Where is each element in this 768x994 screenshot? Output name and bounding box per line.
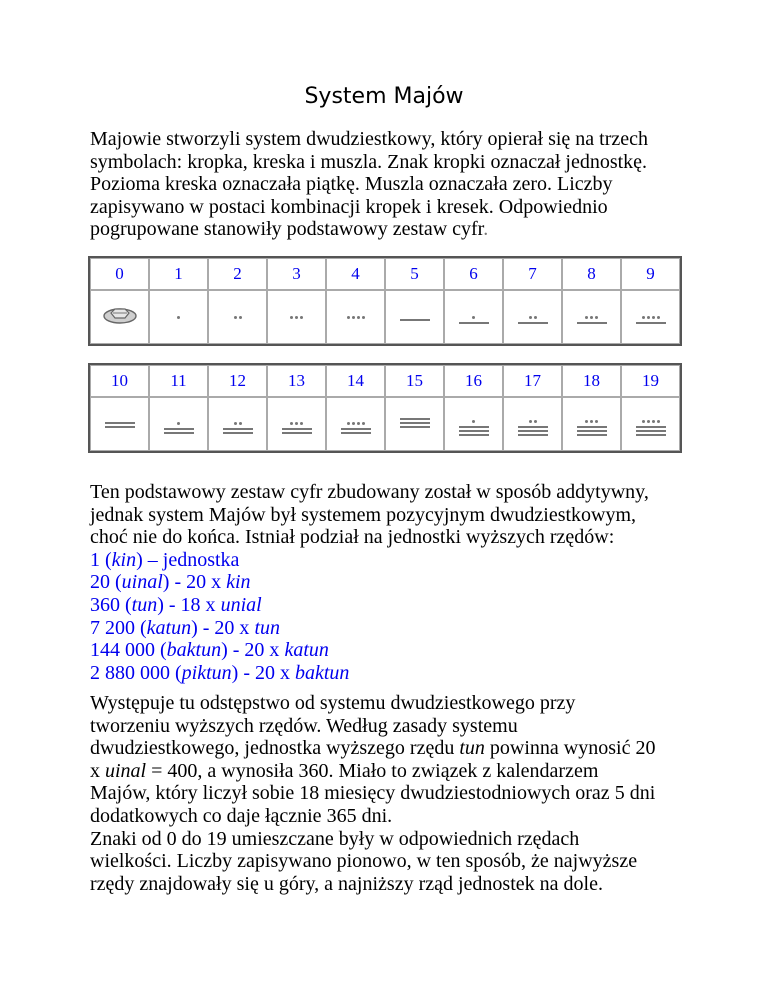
dot-icon (595, 316, 598, 319)
bar-icon (636, 322, 666, 324)
dot-icon (234, 422, 237, 425)
maya-numeral-glyph (636, 314, 666, 324)
bar-icon (459, 426, 489, 428)
maya-numeral-glyph (164, 420, 194, 434)
maya-numeral-glyph (459, 418, 489, 436)
dot-icon (585, 316, 588, 319)
bar-icon (400, 319, 430, 321)
maya-numeral-glyph (105, 420, 135, 428)
dot-icon (585, 420, 588, 423)
dot-icon (529, 316, 532, 319)
middle-paragraph (90, 481, 690, 684)
dot-row (518, 418, 548, 424)
digit-cell: 12 (208, 365, 267, 397)
table-header-row (90, 365, 680, 397)
bar-icon (577, 322, 607, 324)
table-header-row (90, 258, 680, 290)
digit-cell: 11 (149, 365, 208, 397)
closing-paragraph (90, 692, 690, 895)
bar-icon (518, 434, 548, 436)
closing-line: rzędy znajdowały się u góry, a najniższy rząd jednostek na dole. (90, 872, 603, 895)
digit-cell: 18 (562, 365, 621, 397)
dot-icon (352, 422, 355, 425)
bar-icon (341, 428, 371, 430)
bar-icon (577, 434, 607, 436)
digit-cell: 1 (149, 258, 208, 290)
dot-icon (590, 316, 593, 319)
dot-icon (357, 316, 360, 319)
dot-icon (177, 316, 180, 319)
maya-numeral-glyph (289, 314, 304, 320)
dot-icon (647, 420, 650, 423)
dot-icon (239, 316, 242, 319)
maya-digits-table-0-9 (88, 256, 682, 346)
bar-icon (636, 430, 666, 432)
bar-icon (518, 322, 548, 324)
bar-icon (518, 430, 548, 432)
dot-icon (529, 420, 532, 423)
dot-row (459, 418, 489, 424)
page-title: System Majów (304, 84, 464, 109)
digit-cell: 6 (444, 258, 503, 290)
bar-icon (400, 418, 430, 420)
closing-line: dodatkowych co daje łącznie 365 dni. (90, 804, 393, 827)
digit-cell: 16 (444, 365, 503, 397)
digit-cell: 4 (326, 258, 385, 290)
intro-line: zapisywano w postaci kombinacji kropek i kresek. Odpowiednio (90, 195, 608, 218)
intro-line: pogrupowane stanowiły podstawowy zestaw cyfr. (90, 218, 489, 241)
maya-numeral-glyph (400, 416, 430, 428)
dot-row (282, 420, 312, 426)
maya-numeral-glyph (233, 314, 243, 320)
dot-row (577, 418, 607, 424)
dot-icon (590, 420, 593, 423)
digit-cell: 13 (267, 365, 326, 397)
bar-icon (459, 322, 489, 324)
intro-line: Majowie stworzyli system dwudziestkowy, który opierał się na trzech (90, 128, 649, 150)
dot-row (289, 314, 304, 320)
dot-icon (295, 422, 298, 425)
glyph-cell (385, 290, 444, 344)
bar-icon (164, 428, 194, 430)
glyph-cell (90, 397, 149, 451)
glyph-row (90, 290, 680, 344)
closing-line: Występuje tu odstępstwo od systemu dwudziestkowego przy (90, 692, 576, 714)
maya-numeral-glyph (518, 314, 548, 324)
dot-row (459, 314, 489, 320)
dot-icon (347, 422, 350, 425)
maya-numeral-glyph (346, 314, 366, 320)
glyph-cell (385, 397, 444, 451)
dot-icon (595, 420, 598, 423)
maya-numeral-glyph (577, 314, 607, 324)
maya-numeral-glyph (400, 317, 430, 321)
digit-cell: 14 (326, 365, 385, 397)
maya-numeral-glyph (636, 418, 666, 436)
unit-line-kin: 1 (kin) – jednostka (90, 548, 240, 571)
bar-icon (400, 426, 430, 428)
digit-cell: 19 (621, 365, 680, 397)
dot-icon (290, 422, 293, 425)
digit-cell: 3 (267, 258, 326, 290)
dot-row (164, 420, 194, 426)
dot-icon (642, 420, 645, 423)
glyph-cell (208, 290, 267, 344)
maya-numeral-glyph (518, 418, 548, 436)
dot-icon (234, 316, 237, 319)
unit-line-tun: 360 (tun) - 18 x unial (90, 593, 262, 616)
dot-icon (239, 422, 242, 425)
dot-icon (534, 420, 537, 423)
glyph-cell (444, 397, 503, 451)
bar-icon (518, 426, 548, 428)
dot-icon (534, 316, 537, 319)
bar-icon (223, 432, 253, 434)
closing-line: x uinal = 400, a wynosiła 360. Miało to związek z kalendarzem (90, 759, 599, 782)
glyph-cell (503, 290, 562, 344)
digit-cell: 17 (503, 365, 562, 397)
glyph-cell (562, 290, 621, 344)
dot-row (636, 418, 666, 424)
dot-icon (642, 316, 645, 319)
intro-paragraph (90, 128, 690, 241)
closing-line: Majów, który liczył sobie 18 miesięcy dwudziestodniowych oraz 5 dni (90, 782, 656, 805)
bar-icon (164, 432, 194, 434)
glyph-cell (503, 397, 562, 451)
glyph-cell (208, 397, 267, 451)
dot-row (223, 420, 253, 426)
maya-numeral-glyph (459, 314, 489, 324)
closing-line: wielkości. Liczby zapisywano pionowo, w ten sposób, że najwyższe (90, 850, 638, 873)
dot-row (233, 314, 243, 320)
dot-row (176, 314, 181, 320)
glyph-cell (621, 397, 680, 451)
bar-icon (400, 422, 430, 424)
bar-icon (341, 432, 371, 434)
dot-icon (647, 316, 650, 319)
dot-icon (472, 420, 475, 423)
bar-icon (282, 432, 312, 434)
closing-line: tworzeniu wyższych rzędów. Według zasady systemu (90, 714, 518, 737)
digit-cell: 9 (621, 258, 680, 290)
unit-line-piktun: 2 880 000 (piktun) - 20 x baktun (90, 661, 350, 684)
bar-icon (636, 434, 666, 436)
digit-cell: 5 (385, 258, 444, 290)
bar-icon (577, 426, 607, 428)
glyph-cell (621, 290, 680, 344)
dot-icon (300, 422, 303, 425)
digit-cell: 2 (208, 258, 267, 290)
glyph-cell (267, 290, 326, 344)
bar-icon (105, 422, 135, 424)
digit-cell: 8 (562, 258, 621, 290)
glyph-cell (444, 290, 503, 344)
bar-icon (459, 434, 489, 436)
dot-icon (657, 420, 660, 423)
dot-row (577, 314, 607, 320)
dot-icon (300, 316, 303, 319)
dot-row (518, 314, 548, 320)
digit-cell: 7 (503, 258, 562, 290)
glyph-cell (326, 397, 385, 451)
dot-icon (290, 316, 293, 319)
glyph-cell (149, 397, 208, 451)
glyph-row (90, 397, 680, 451)
closing-line: dwudziestkowego, jednostka wyższego rzędu tun powinna wynosić 20 (90, 737, 656, 760)
dot-icon (177, 422, 180, 425)
dot-icon (652, 420, 655, 423)
glyph-cell (326, 290, 385, 344)
maya-numeral-glyph (223, 420, 253, 434)
intro-line: Pozioma kreska oznaczała piątkę. Muszla oznaczała zero. Liczby (90, 173, 613, 196)
bar-icon (282, 428, 312, 430)
dot-icon (362, 422, 365, 425)
dot-icon (357, 422, 360, 425)
glyph-cell (562, 397, 621, 451)
bar-icon (105, 426, 135, 428)
middle-line: jednak system Majów był systemem pozycyjnym dwudziestkowym, (90, 503, 637, 526)
bar-icon (636, 426, 666, 428)
glyph-cell (267, 397, 326, 451)
dot-row (636, 314, 666, 320)
unit-line-katun: 7 200 (katun) - 20 x tun (90, 616, 280, 639)
glyph-cell (149, 290, 208, 344)
bar-icon (223, 428, 253, 430)
dot-icon (352, 316, 355, 319)
maya-numeral-glyph (577, 418, 607, 436)
middle-line: choć nie do końca. Istniał podział na jednostki wyższych rzędów: (90, 526, 615, 549)
dot-icon (347, 316, 350, 319)
bar-icon (459, 430, 489, 432)
maya-digits-table-10-19 (88, 363, 682, 453)
dot-icon (652, 316, 655, 319)
glyph-cell-0 (90, 290, 149, 344)
maya-numeral-glyph (176, 314, 181, 320)
dot-icon (657, 316, 660, 319)
digit-cell: 15 (385, 365, 444, 397)
dot-icon (362, 316, 365, 319)
intro-line: symbolach: kropka, kreska i muszla. Znak kropki oznaczał jednostkę. (90, 150, 648, 173)
dot-row (341, 420, 371, 426)
dot-row (346, 314, 366, 320)
bar-icon (577, 430, 607, 432)
dot-icon (472, 316, 475, 319)
maya-numeral-glyph (341, 420, 371, 434)
middle-line: Ten podstawowy zestaw cyfr zbudowany został w sposób addytywny, (90, 481, 649, 503)
digit-cell: 10 (90, 365, 149, 397)
unit-line-uinal: 20 (uinal) - 20 x kin (90, 571, 251, 594)
maya-numeral-glyph (282, 420, 312, 434)
shell-icon (102, 305, 138, 325)
digit-cell: 0 (90, 258, 149, 290)
closing-line: Znaki od 0 do 19 umieszczane były w odpowiednich rzędach (90, 827, 580, 850)
dot-icon (295, 316, 298, 319)
unit-line-baktun: 144 000 (baktun) - 20 x katun (90, 639, 329, 662)
